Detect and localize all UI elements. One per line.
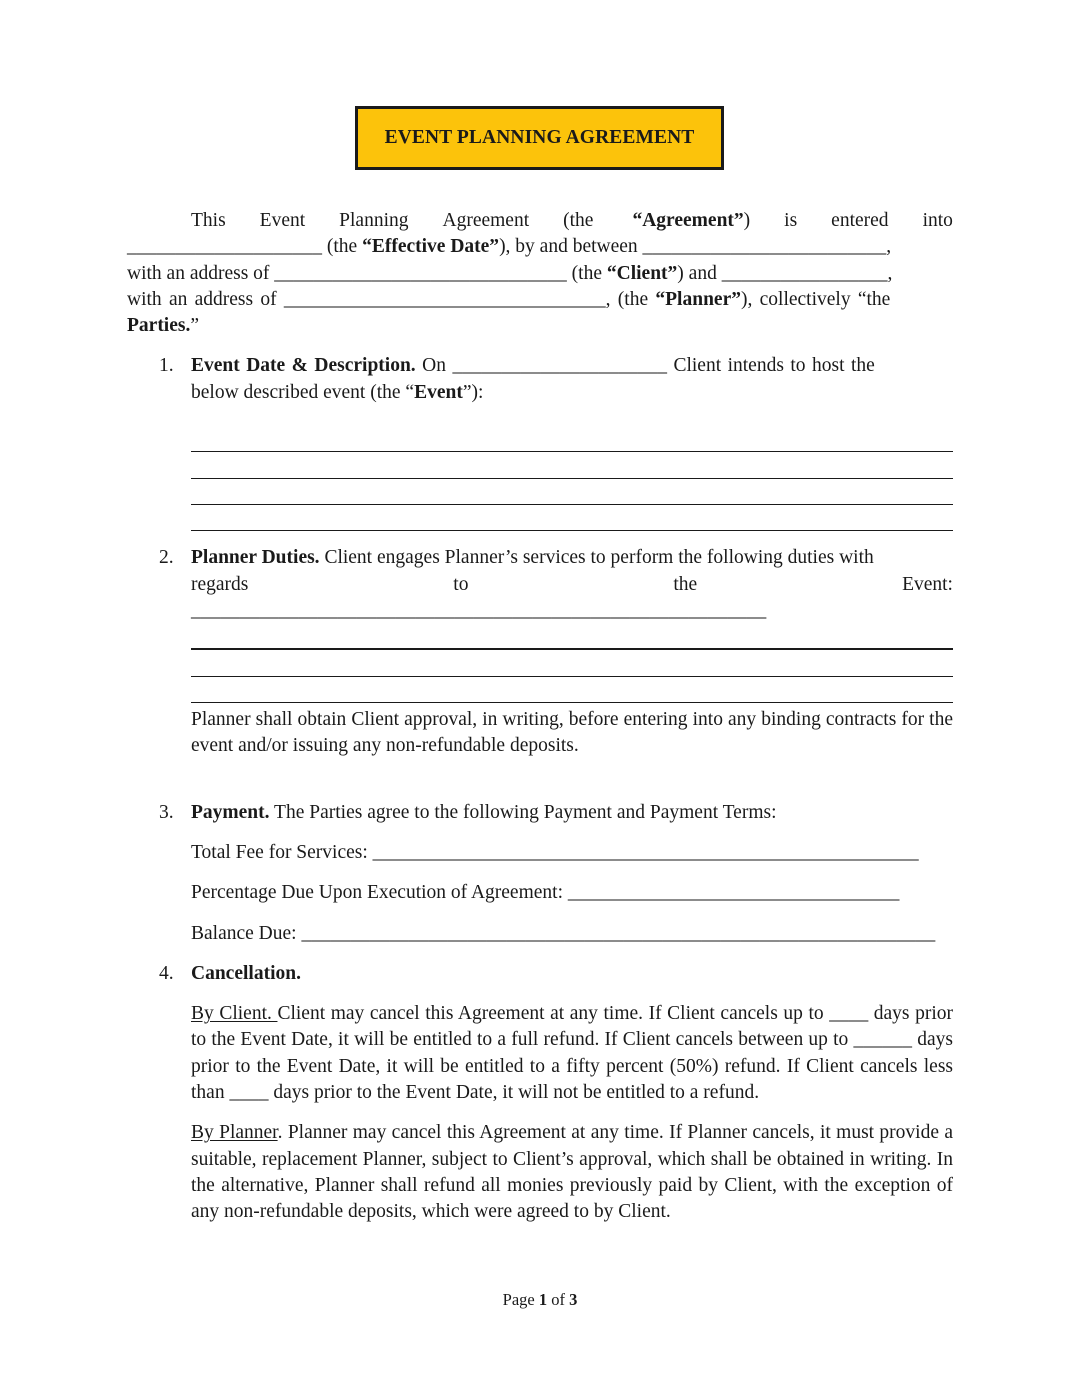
page-of-label: of	[547, 1290, 570, 1309]
section-number: 3.	[159, 801, 174, 823]
defined-term-parties: Parties.	[127, 315, 191, 337]
section-number: 4.	[159, 962, 174, 984]
intro-text: with an address of _________________________________, (the	[127, 288, 656, 310]
event-description-line[interactable]	[191, 426, 953, 452]
duties-line[interactable]	[191, 677, 953, 703]
document-title: EVENT PLANNING AGREEMENT	[355, 106, 724, 170]
section-heading: Payment.	[191, 801, 270, 823]
defined-term-agreement: “Agreement”	[632, 210, 744, 231]
section-word: Event:	[902, 573, 953, 595]
section-planner-duties	[127, 545, 953, 759]
section-heading: Planner Duties.	[191, 547, 320, 569]
page-footer	[0, 1290, 1080, 1310]
intro-line-5	[127, 313, 953, 339]
intro-line-3	[127, 261, 953, 287]
intro-word: This	[191, 210, 226, 231]
document-body	[127, 208, 953, 1226]
intro-text: ) and _________________,	[677, 262, 893, 284]
section-1-line-2	[191, 380, 953, 406]
intro-word: )	[743, 210, 751, 231]
intro-text: with an address of ______________________________ (the	[127, 262, 607, 284]
section-text: below described event (the “	[191, 381, 415, 403]
cancellation-by-client	[191, 1001, 953, 1106]
intro-word: Agreement	[442, 210, 530, 231]
section-event-date	[127, 353, 953, 531]
page-total: 3	[569, 1290, 578, 1309]
event-description-line[interactable]	[191, 479, 953, 505]
subheading-by-client: By Client.	[191, 1003, 278, 1025]
cancellation-by-planner	[191, 1120, 953, 1225]
intro-word: (the	[563, 210, 594, 231]
section-word: regards	[191, 573, 249, 595]
duties-line[interactable]	[191, 624, 953, 650]
section-number: 1.	[159, 355, 174, 377]
section-text: The Parties agree to the following Payment and Payment Terms:	[269, 801, 777, 823]
section-heading: Event Date & Description.	[191, 355, 416, 377]
duties-line[interactable]	[191, 650, 953, 676]
event-description-line[interactable]	[191, 505, 953, 531]
balance-due-field[interactable]: Balance Due: _________________________________________________________________	[191, 922, 936, 944]
intro-word: into	[922, 210, 953, 231]
defined-term-effective-date: “Effective Date”	[362, 236, 500, 258]
subheading-by-planner: By Planner	[191, 1122, 278, 1144]
intro-paragraph	[127, 208, 953, 339]
intro-word-group	[563, 208, 750, 234]
section-heading: Cancellation.	[191, 962, 301, 984]
section-text: ”):	[462, 381, 484, 403]
paragraph-text: . Planner may cancel this Agreement at any time. If Planner cancels, it must provide a suitable, replacement Planner, subject to Client’s approval, which shall be obtained in writing. In the alternative, Planner shall refund all monies previously paid by Client, with the exception of any non-refundable deposits, which were agreed to by Client.	[191, 1122, 954, 1223]
section-cancellation	[127, 961, 953, 1226]
section-text: Client engages Planner’s services to perform the following duties with	[319, 547, 874, 569]
page-number: 1	[538, 1290, 548, 1309]
intro-text: ), by and between _________________________,	[499, 236, 892, 258]
intro-word: Planning	[339, 210, 409, 231]
intro-line-1	[127, 208, 953, 234]
intro-line-2	[127, 234, 953, 260]
section-2-line-1	[191, 545, 953, 571]
intro-text: ”	[190, 315, 200, 337]
intro-word: entered	[831, 210, 889, 231]
total-fee-field[interactable]: Total Fee for Services: ________________________________________________________	[191, 841, 919, 863]
section-3-line-1	[191, 800, 953, 826]
event-description-line[interactable]	[191, 452, 953, 478]
intro-word: is	[784, 210, 798, 231]
section-1-line-1	[191, 353, 953, 379]
section-2-line-2	[191, 572, 953, 598]
intro-text: ____________________ (the	[127, 236, 363, 258]
approval-note: Planner shall obtain Client approval, in writing, before entering into any binding contracts for the event and/or issuing any non-refundable deposits.	[191, 709, 953, 757]
percentage-due-field[interactable]: Percentage Due Upon Execution of Agreement: __________________________________	[191, 882, 900, 904]
section-word: to	[453, 573, 469, 595]
paragraph-text: Client may cancel this Agreement at any time. If Client cancels up to ____ days prior to the Event Date, it will be entitled to a full refund. If Client cancels between up to ______ days prior to the Event Date, it will be entitled to a fifty percent (50%) refund. If Client cancels less than ____ days prior to the Event Date, it will not be entitled to a refund.	[191, 1003, 954, 1104]
section-text: On ______________________ Client intends to host the	[415, 355, 875, 377]
intro-word: Event	[259, 210, 306, 231]
section-payment	[127, 800, 953, 947]
section-number: 2.	[159, 547, 174, 569]
duties-blank-short[interactable]: ___________________________________________________________	[191, 599, 767, 621]
intro-line-4	[127, 287, 953, 313]
defined-term-client: “Client”	[606, 262, 678, 284]
section-word: the	[673, 573, 698, 595]
page-label: Page	[502, 1290, 539, 1309]
defined-term-planner: “Planner”	[655, 288, 741, 310]
defined-term-event: Event	[414, 381, 463, 403]
section-4-line-1	[191, 961, 953, 987]
intro-text: ), collectively “the	[740, 288, 891, 310]
